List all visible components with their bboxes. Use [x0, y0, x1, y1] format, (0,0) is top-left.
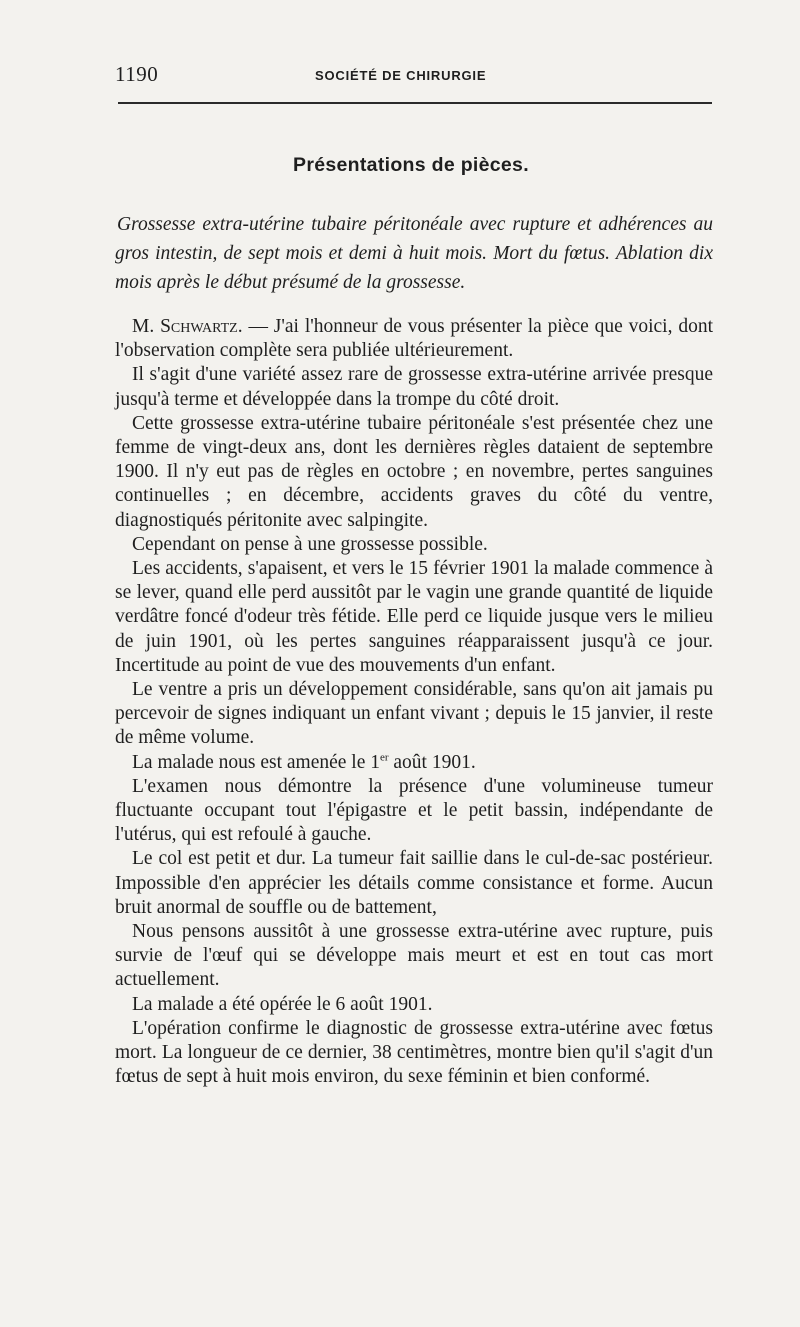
page-header [115, 62, 712, 92]
paragraph: Le col est petit et dur. La tumeur fait saillie dans le cul-de-sac postérieur. Impossible d'en apprécier les détails comme consistance et forme. Aucun bruit anormal de souffle ou de battement, [115, 848, 713, 918]
header-rule [118, 102, 712, 104]
paragraph: L'opération confirme le diagnostic de grossesse extra-utérine avec fœtus mort. La longueur de ce dernier, 38 centimètres, montre bien qu'il s'agit d'un fœtus de sept à huit mois environ, du sexe féminin et bien conformé. [115, 1017, 713, 1088]
running-title: SOCIÉTÉ DE CHIRURGIE [315, 68, 487, 83]
abstract: Grossesse extra-utérine tubaire péritonéale avec rupture et adhérences au gros intestin, de sept mois et demi à huit mois. Mort du fœtus. Ablation dix mois après le début présumé de la grossesse. [115, 214, 713, 293]
paragraph: Les accidents, s'apaisent, et vers le 15 février 1901 la malade commence à se lever, quand elle perd aussitôt par le vagin une grande quantité de liquide verdâtre foncé d'odeur très fétide. Elle perd ce liquide jusque vers le milieu de juin 1901, où les pertes sanguines réapparaissent jusqu'à ce jour. Incertitude au point de vue des mouvements d'un enfant. [115, 558, 713, 676]
admission-paragraph [115, 751, 713, 775]
admission-text: La malade nous est amenée le 1 [132, 751, 380, 773]
intro-prefix: M. [132, 316, 155, 337]
paragraph: Il s'agit d'une variété assez rare de grossesse extra-utérine arrivée presque jusqu'à terme et développée dans la trompe du côté droit. [115, 364, 713, 410]
intro-paragraph [115, 315, 713, 363]
body-text [115, 315, 713, 1090]
paragraph: Cependant on pense à une grossesse possible. [132, 533, 488, 555]
speaker-name: Schwartz. [160, 316, 243, 337]
admission-date: août 1901. [388, 751, 476, 773]
section-title: Présentations de pièces. [293, 154, 529, 176]
admission-superscript: er [379, 751, 389, 764]
paragraph: Nous pensons aussitôt à une grossesse extra-utérine avec rupture, puis survie de l'œuf qui se développe mais meurt et est en tout cas mort actuellement. [115, 921, 713, 991]
paragraph: L'examen nous démontre la présence d'une volumineuse tumeur fluctuante occupant tout l'épigastre et le petit bassin, indépendante de l'utérus, qui est refoulé à gauche. [115, 775, 713, 846]
paragraph: Le ventre a pris un développement considérable, sans qu'on ait jamais pu percevoir de signes indiquant un enfant vivant ; depuis le 15 janvier, il reste de même volume. [115, 679, 713, 749]
paragraph: Cette grossesse extra-utérine tubaire péritonéale s'est présentée chez une femme de vingt-deux ans, dont les dernières règles dataient de septembre 1900. Il n'y eut pas de règles en octobre ; en novembre, pertes sanguines continuelles ; en décembre, accidents graves du côté du ventre, diagnostiqués péritonite avec salpingite. [115, 412, 713, 531]
page-number: 1190 [115, 62, 159, 86]
intro-text: — J'ai l'honneur de vous présenter la pièce que voici, dont l'observation complète sera publiée ultérieurement. [115, 316, 713, 362]
paragraph: La malade a été opérée le 6 août 1901. [132, 993, 433, 1015]
